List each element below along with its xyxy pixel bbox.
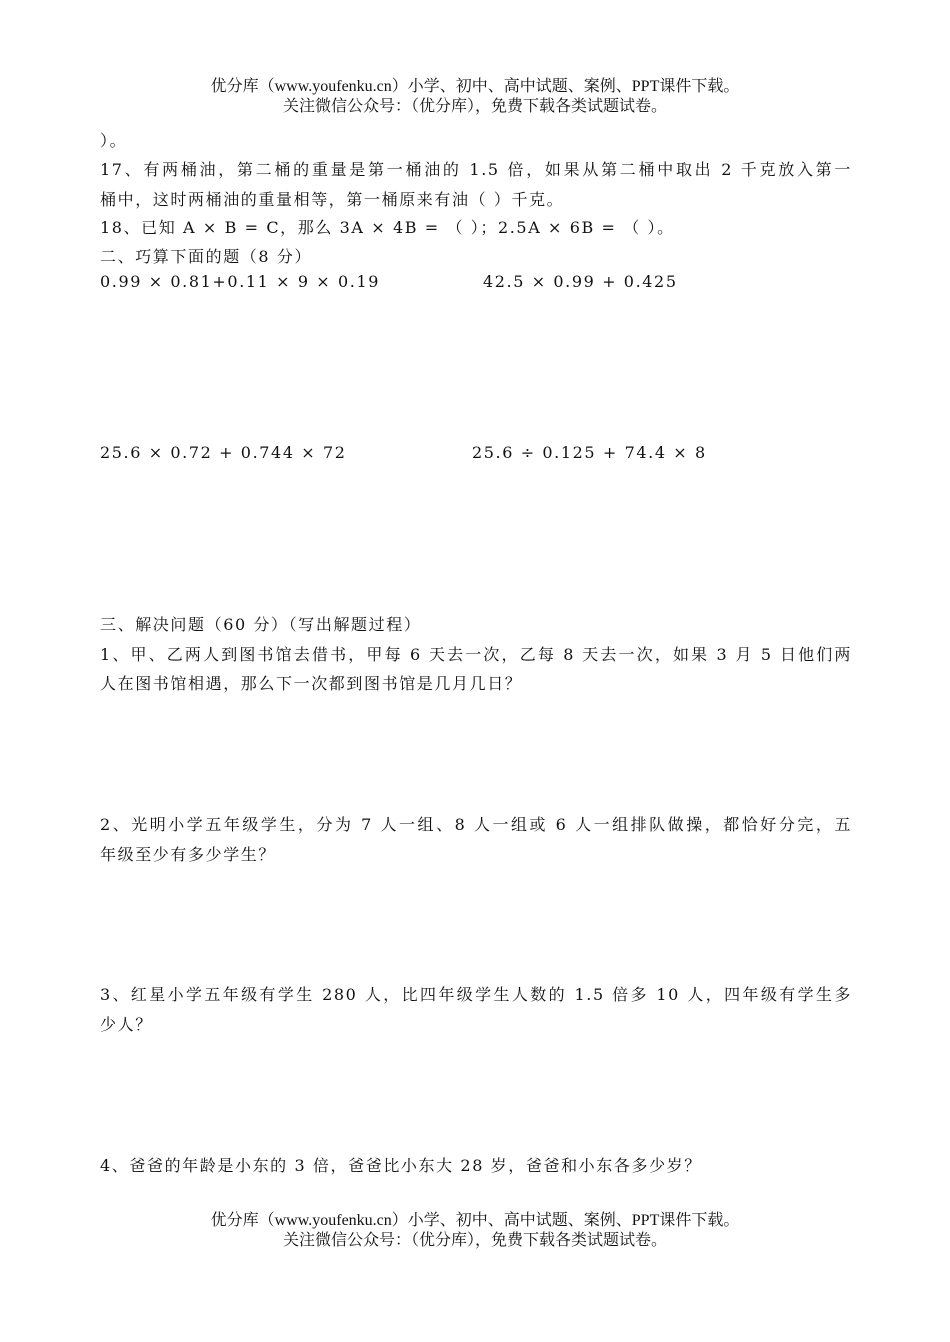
problem-2-line-1: 2、光明小学五年级学生，分为 7 人一组、8 人一组或 6 人一组排队做操，都恰好分完，五 — [100, 815, 852, 834]
question-17-line-1: 17、有两桶油，第二桶的重量是第一桶油的 1.5 倍，如果从第二桶中取出 2 千克放入第一 — [100, 160, 852, 179]
footer-line-1: 优分库（www.youfenku.cn）小学、初中、高中试题、案例、PPT课件下载。 — [210, 1212, 740, 1229]
question-17-line-2: 桶中，这时两桶油的重量相等，第一桶原来有油（ ）千克。 — [100, 190, 565, 209]
section-2-title: 二、巧算下面的题（8 分） — [100, 247, 313, 266]
header-line-1: 优分库（www.youfenku.cn）小学、初中、高中试题、案例、PPT课件下载。 — [210, 78, 740, 95]
problem-3-line-2: 少人？ — [100, 1015, 153, 1034]
calc-expression-2: 42.5 × 0.99 + 0.425 — [483, 272, 678, 291]
footer-line-2: 关注微信公众号：（优分库），免费下载各类试题试卷。 — [282, 1232, 667, 1249]
problem-2-line-2: 年级至少有多少学生？ — [100, 845, 277, 864]
problem-3-line-1: 3、红星小学五年级有学生 280 人，比四年级学生人数的 1.5 倍多 10 人，四年级有学生多 — [100, 985, 852, 1004]
calc-expression-3: 25.6 × 0.72 + 0.744 × 72 — [100, 443, 347, 462]
problem-1-line-2: 人在图书馆相遇，那么下一次都到图书馆是几月几日？ — [100, 674, 523, 693]
header-line-2: 关注微信公众号：（优分库），免费下载各类试题试卷。 — [282, 98, 667, 115]
question-18: 18、已知 A × B = C，那么 3A × 4B = （ ）；2.5A × 6B = （ ）。 — [100, 218, 675, 237]
problem-1-line-1: 1、甲、乙两人到图书馆去借书，甲每 6 天去一次，乙每 8 天去一次，如果 3 月 5 日他们两 — [100, 645, 852, 664]
calc-expression-4: 25.6 ÷ 0.125 + 74.4 × 8 — [472, 443, 707, 462]
section-3-title: 三、解决问题（60 分）（写出解题过程） — [100, 615, 422, 634]
continuation-text: ）。 — [100, 131, 128, 150]
problem-4-line-1: 4、爸爸的年龄是小东的 3 倍，爸爸比小东大 28 岁，爸爸和小东各多少岁？ — [100, 1156, 702, 1175]
calc-expression-1: 0.99 × 0.81+0.11 × 9 × 0.19 — [100, 272, 381, 291]
